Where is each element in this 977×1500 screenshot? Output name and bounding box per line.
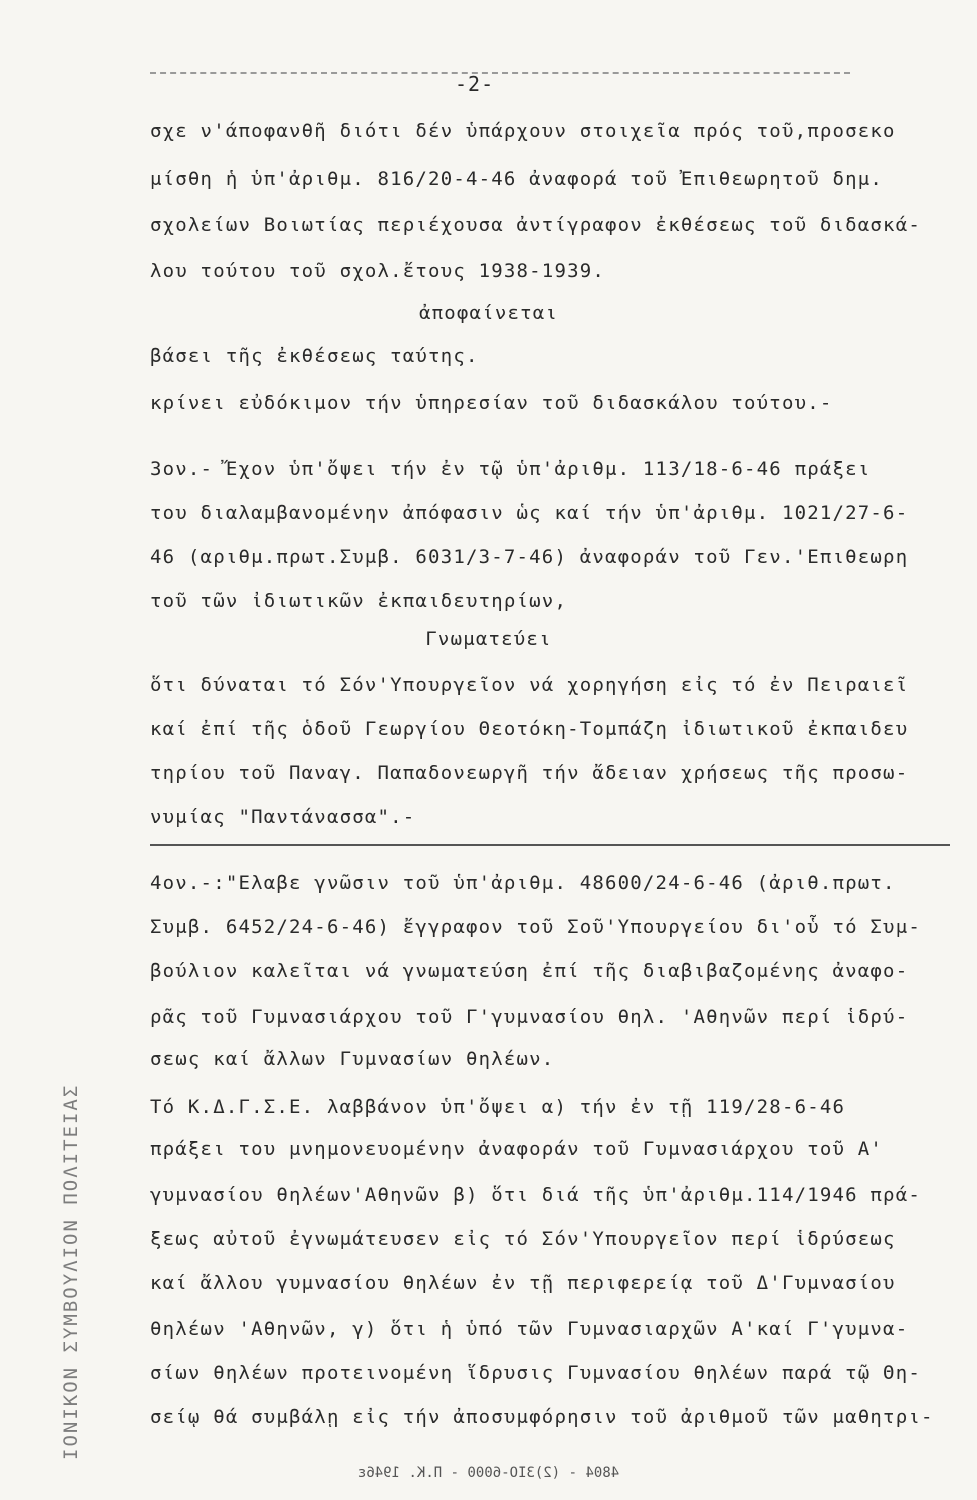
text-line: κρίνει εὐδόκιμον τήν ὑπηρεσίαν τοῦ διδασκάλου τούτου.- [150,392,833,414]
text-line: νυμίας "Παντάνασσα".- [150,806,416,828]
section-heading: ἀποφαίνεται [418,302,559,324]
text-line: ὅτι δύναται τό Σόν'Υπουργεῖον νά χορηγήση εἰς τό ἐν Πειραιεῖ [150,674,909,696]
text-line: γυμνασίου θηλέων'Αθηνῶν β) ὅτι διά τῆς ὑπ'ἀριθμ.114/1946 πρά- [150,1184,921,1206]
page-number: -2- [455,72,495,96]
text-line: σείῳ θά συμβάλῃ εἰς τήν ἀποσυμφόρησιν τοῦ ἀριθμοῦ τῶν μαθητρι- [150,1406,934,1428]
text-line: μίσθη ἡ ὑπ'ἀριθμ. 816/20-4-46 ἀναφορά τοῦ Ἐπιθεωρητοῦ δημ. [150,168,884,190]
text-line: πράξει του μνημονευομένην ἀναφοράν τοῦ Γυμνασιάρχου τοῦ Α' [150,1138,884,1160]
text-line: λου τούτου τοῦ σχολ.ἔτους 1938-1939. [150,260,606,282]
text-line: Τό Κ.Δ.Γ.Σ.Ε. λαββάνον ὑπ'ὄψει α) τήν ἐν τῇ 119/28-6-46 [150,1096,846,1118]
text-line: καί ἐπί τῆς ὁδοῦ Γεωργίου Θεοτόκη-Τομπάζη ἰδιωτικοῦ ἐκπαιδευ [150,718,909,740]
spine-stamp-text: ΙΟΝΙΚΟΝ ΣΥΜΒΟΥΛΙΟΝ ΠΟΛΙΤΕΙΑΣ [60,1083,82,1460]
text-line: 3ον.- Ἔχον ὑπ'ὄψει τήν ἐν τῷ ὑπ'ἀριθμ. 113/18-6-46 πράξει [150,458,871,480]
top-rule [150,72,850,74]
text-line: ρᾶς τοῦ Γυμνασιάρχου τοῦ Γ'γυμνασίου θηλ. 'Αθηνῶν περί ἱδρύ- [150,1006,909,1028]
text-line: σχε ν'άποφανθῆ διότι δέν ὑπάρχουν στοιχεῖα πρός τοῦ,προσεκο [150,120,896,142]
text-line: 4ον.-:"Ελαβε γνῶσιν τοῦ ὑπ'ἀριθμ. 48600/24-6-46 (ἀριθ.πρωτ. [150,872,896,894]
text-line: σχολείων Βοιωτίας περιέχουσα ἀντίγραφον ἐκθέσεως τοῦ διδασκά- [150,214,921,236]
text-line: ξεως αὐτοῦ ἐγνωμάτευσεν εἰς τό Σόν'Υπουργεῖον περί ἱδρύσεως [150,1228,896,1250]
text-line: 46 (αριθμ.πρωτ.Συμβ. 6031/3-7-46) ἀναφοράν τοῦ Γεν.'Επιθεωρη [150,546,909,568]
text-line: τηρίου τοῦ Παναγ. Παπαδονεωργῆ τήν ἄδειαν χρήσεως τῆς προσω- [150,762,909,784]
text-line: σεως καί ἄλλων Γυμνασίων θηλέων. [150,1048,555,1070]
text-line: θηλέων 'Αθηνῶν, γ) ὅτι ἡ ὑπό τῶν Γυμνασιαρχῶν Α'καί Γ'γυμνα- [150,1318,909,1340]
section-divider [150,844,950,846]
text-line: βούλιον καλεῖται νά γνωματεύση ἐπί τῆς διαβιβαζομένης ἀναφο- [150,960,909,982]
text-line: τοῦ τῶν ἰδιωτικῶν ἐκπαιδευτηρίων, [150,590,568,612]
text-line: Συμβ. 6452/24-6-46) ἔγγραφον τοῦ Σοῦ'Υπουργείου δι'οὗ τό Συμ- [150,916,921,938]
mirrored-footer-text: 4804 - (2)3ΙΟ-6000 - Π.Κ. 1946ε [357,1465,620,1481]
text-line: σίων θηλέων προτεινομένη ἵδρυσις Γυμνασίου θηλέων παρά τῷ Θη- [150,1362,921,1384]
text-line: του διαλαμβανομένην ἀπόφασιν ὡς καί τήν ὑπ'ἀριθμ. 1021/27-6- [150,502,909,524]
section-heading: Γνωματεύει [425,628,552,650]
text-line: καί ἄλλου γυμνασίου θηλέων ἐν τῇ περιφερείᾳ τοῦ Δ'Γυμνασίου [150,1272,896,1294]
text-line: βάσει τῆς ἐκθέσεως ταύτης. [150,345,479,367]
